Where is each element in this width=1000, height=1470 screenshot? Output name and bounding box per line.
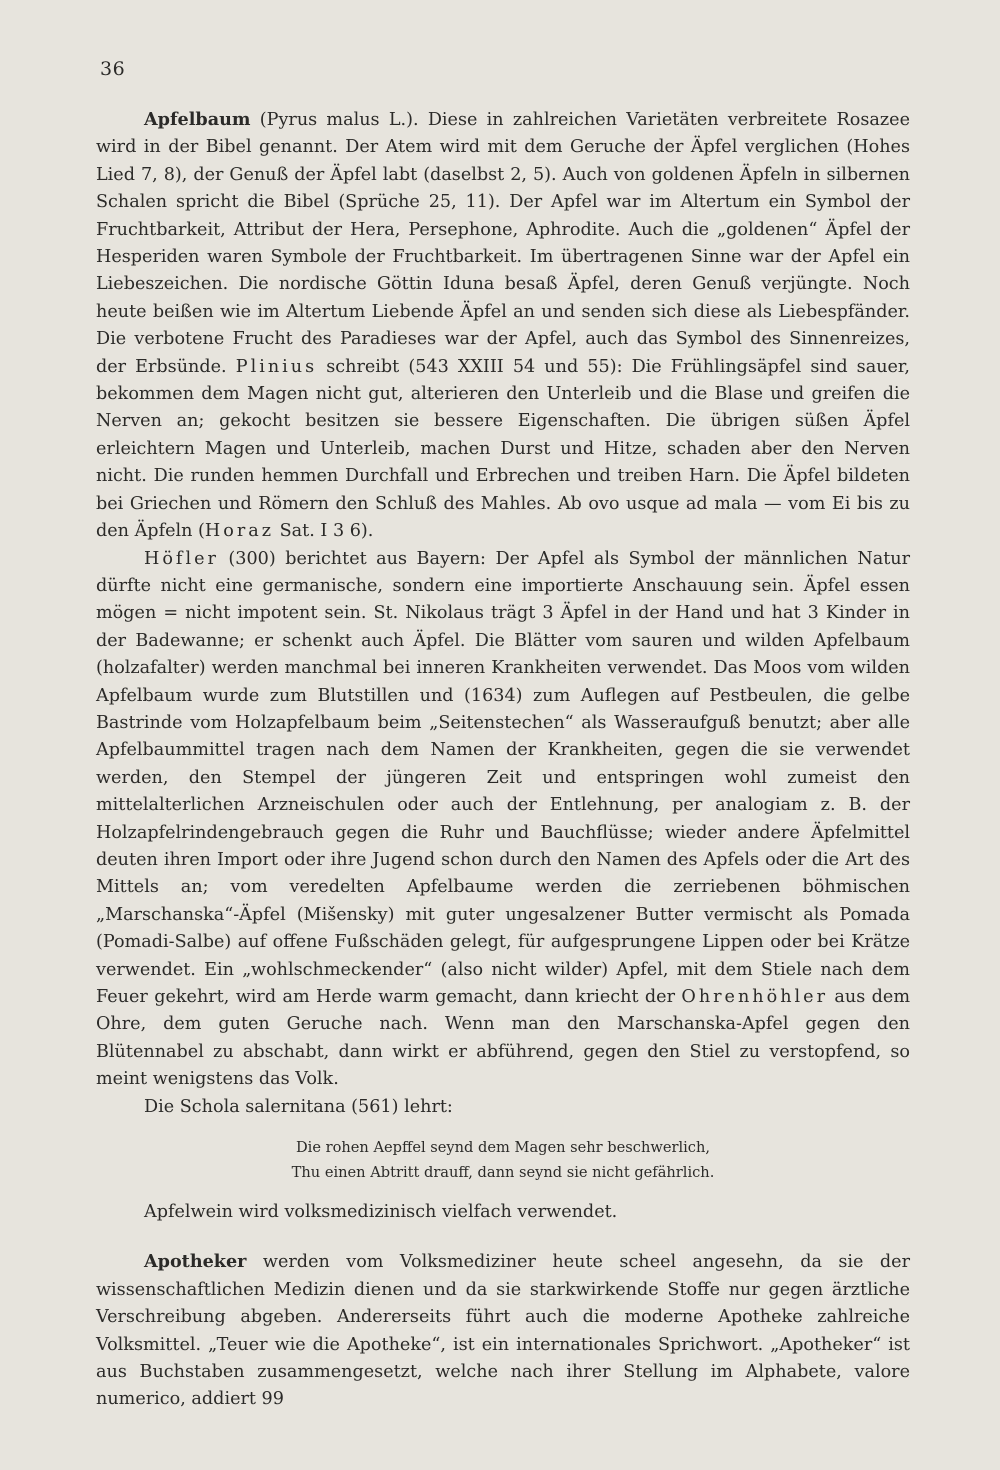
page-number: 36	[100, 58, 126, 80]
paragraph-text: Sat. I 3 6).	[279, 521, 374, 542]
paragraph-hoefler	[96, 546, 910, 1094]
verse-quote	[96, 1135, 910, 1185]
paragraph-text: aus dem Ohre, dem guten Geruche nach. Wenn man den Marschanska-Apfel gegen den Blütennabel zu abschabt, dann wirkt er abführend, gegen den Stiel zu verstopfend, so meint wenigstens das Volk.	[96, 987, 910, 1090]
entry-separator	[96, 1226, 910, 1248]
author-name-hoefler: Höfler	[144, 548, 219, 569]
verse-line: Thu einen Abtritt drauff, dann seynd sie nicht gefährlich.	[291, 1164, 715, 1182]
paragraph-apotheker	[96, 1248, 910, 1413]
term-ohrenhoehler: Ohrenhöhler	[681, 987, 829, 1007]
author-name-horaz: Horaz	[204, 521, 275, 542]
paragraph-text: schreibt (543 XXIII 54 und 55): Die Frühlingsäpfel sind sauer, bekommen dem Magen nicht gut, alterieren den Unterleib und die Blase und greifen die Nerven an; gekocht besitzen sie bessere Eigenschaften. Die übrigen süßen Äpfel erleichtern Magen und Unterleib, machen Durst und Hitze, schaden aber den Nerven nicht. Die runden hemmen Durchfall und Erbrechen und treiben Harn. Die Äpfel bildeten bei Griechen und Römern den Schluß des Mahles. Ab ovo usque ad mala — vom Ei bis zu den Äpfeln (	[96, 356, 911, 542]
author-name-plinius: Plinius	[235, 356, 318, 377]
paragraph-text: (300) berichtet aus Bayern: Der Apfel als Symbol der männlichen Natur dürfte nicht eine germanische, sondern eine importierte Anschauung sein. Äpfel essen mögen = nicht impotent sein. St. Nikolaus trägt 3 Äpfel in der Hand und hat 3 Kinder in der Badewanne; er schenkt auch Äpfel. Die Blätter vom sauren und wilden Apfelbaum (holzafalter) werden manchmal bei inneren Krankheiten verwendet. Das Moos vom wilden Apfelbaum wurde zum Blutstillen und (1634) zum Auflegen auf Pestbeulen, die gelbe Bastrinde vom Holzapfelbaum beim „Seitenstechen“ als Wasseraufguß benutzt; aber alle Apfelbaummittel tragen nach dem Namen der Krankheiten, gegen die sie verwendet werden, den Stempel der jüngeren Zeit und entspringen wohl zumeist den mittelalterlichen Arzneischulen oder auch der Entlehnung, per analogiam z. B. der Holzapfelrindengebrauch gegen die Ruhr und Bauchflüsse; wieder andere Äpfelmittel deuten ihren Import oder ihre Jugend schon durch den Namen des Apfels oder die Art des Mittels an; vom veredelten Apfelbaume werden die zerriebenen böhmischen „Marschanska“-Äpfel (Mišensky) mit guter ungesalzener Butter vermischt als Pomada (Pomadi-Salbe) auf offene Fußschäden gelegt, für aufgesprungene Lippen oder bei Krätze verwendet. Ein „wohlschmeckender“ (also nicht wilder) Apfel, mit dem Stiele nach dem Feuer gekehrt, wird am Herde warm gemacht, dann kriecht der	[96, 548, 911, 1007]
entry-term-apotheker: Apotheker	[144, 1251, 247, 1273]
verse-line: Die rohen Aepffel seynd dem Magen sehr beschwerlich,	[295, 1139, 710, 1157]
paragraph-apfelwein: Apfelwein wird volksmedizinisch vielfach verwendet.	[144, 1202, 618, 1223]
page-body	[96, 106, 910, 1414]
entry-term-apfelbaum: Apfelbaum	[144, 109, 251, 130]
paragraph-schola: Die Schola salernitana (561) lehrt:	[144, 1096, 453, 1117]
paragraph-apfelbaum-intro	[96, 106, 910, 546]
paragraph-text: (Pyrus malus L.). Diese in zahlreichen Varietäten verbreitete Rosazee wird in der Bibel genannt. Der Atem wird mit dem Geruche der Äpfel verglichen (Hohes Lied 7, 8), der Genuß der Äpfel labt (daselbst 2, 5). Auch von goldenen Äpfeln in silbernen Schalen spricht die Bibel (Sprüche 25, 11). Der Apfel war im Altertum ein Symbol der Fruchtbarkeit, Attribut der Hera, Persephone, Aphrodite. Auch die „goldenen“ Äpfel der Hesperiden waren Symbole der Fruchtbarkeit. Im übertragenen Sinne war der Apfel ein Liebeszeichen. Die nordische Göttin Iduna besaß Äpfel, deren Genuß verjüngte. Noch heute beißen wie im Altertum Liebende Äpfel an und senden sich diese als Liebespfänder. Die verbotene Frucht des Paradieses war der Apfel, auch das Symbol des Sinnenreizes, der Erbsünde.	[96, 110, 910, 377]
paragraph-text: werden vom Volksmediziner heute scheel angesehn, da sie der wissenschaftlichen Medizin dienen und da sie starkwirkende Stoffe nur gegen ärztliche Verschreibung abgeben. Andererseits führt auch die moderne Apotheke zahlreiche Volksmittel. „Teuer wie die Apotheke“, ist ein internationales Sprichwort. „Apotheker“ ist aus Buchstaben zusammengesetzt, welche nach ihrer Stellung im Alphabete, valore numerico, addiert 99	[96, 1252, 911, 1410]
